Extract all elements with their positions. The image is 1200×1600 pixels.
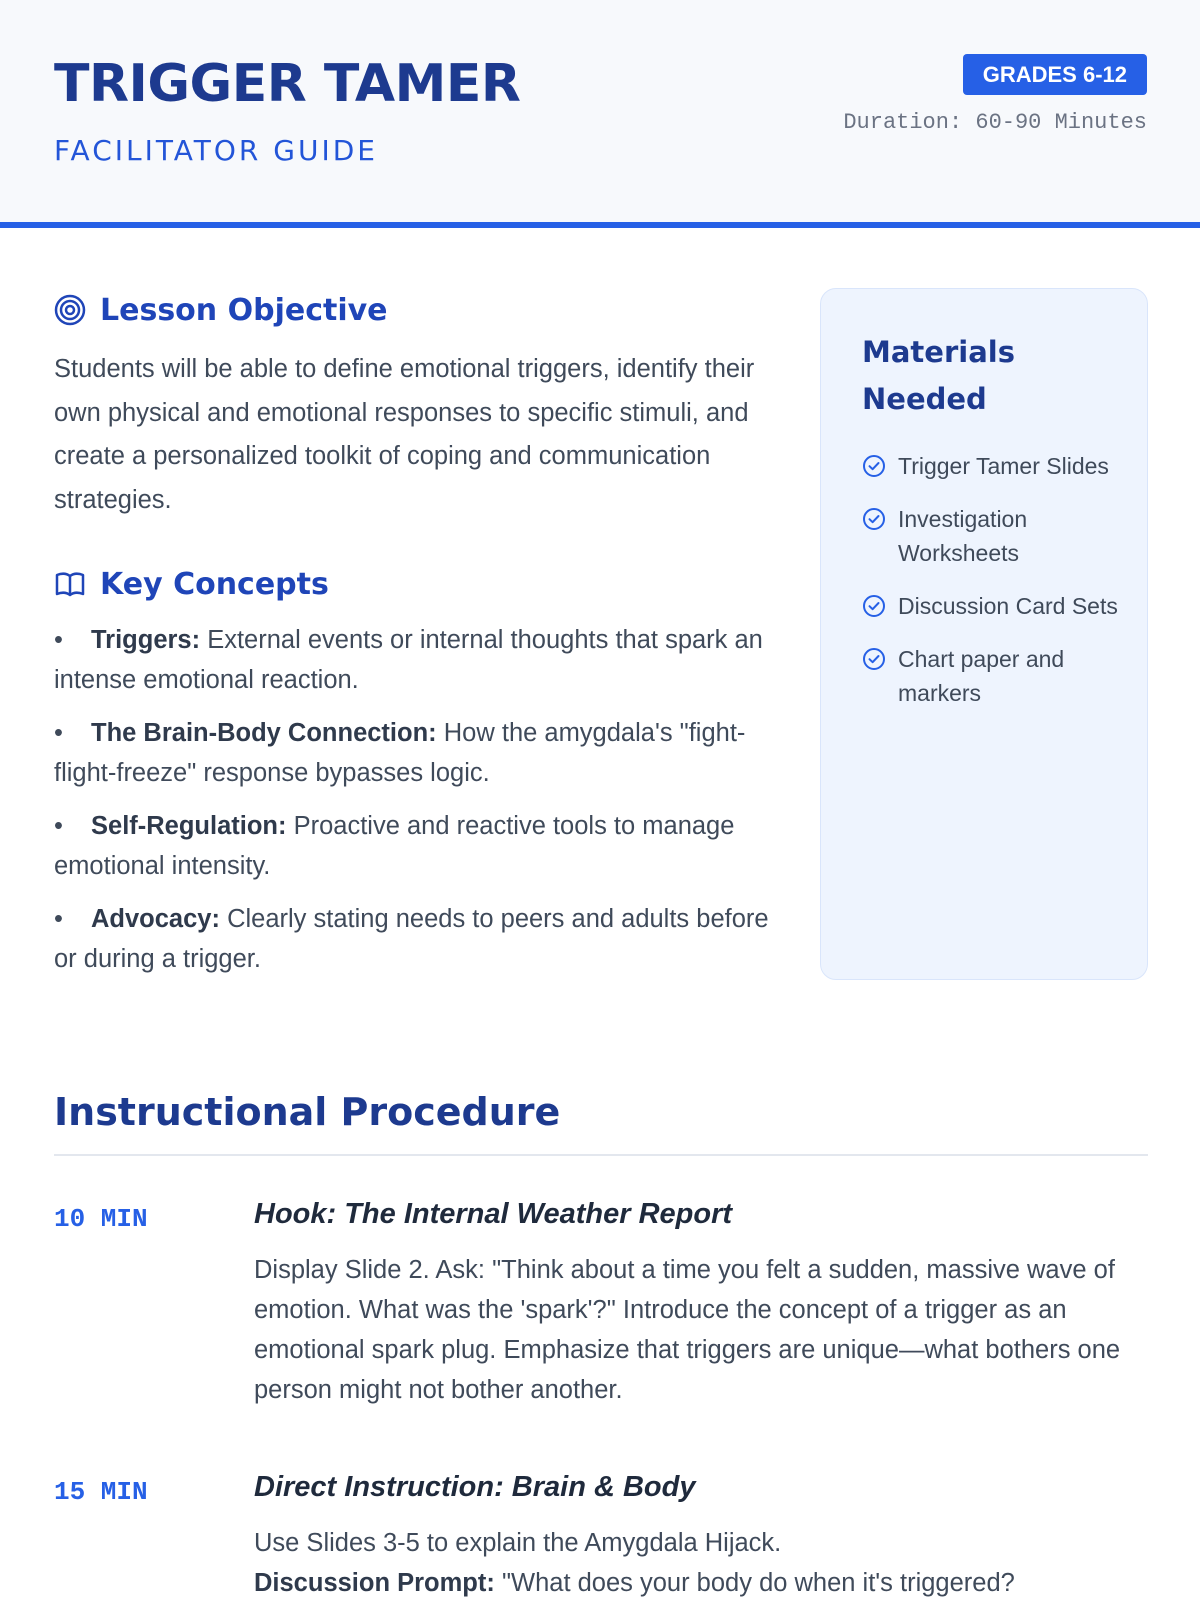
discussion-prompt — [254, 1563, 1148, 1600]
check-circle-icon — [862, 454, 886, 478]
list-item — [862, 642, 1122, 710]
list-item — [54, 899, 774, 979]
procedure-title: Instructional Procedure — [54, 1090, 561, 1134]
material-label: Chart paper and markers — [898, 646, 1065, 706]
list-item — [54, 620, 774, 700]
step-text: Use Slides 3-5 to explain the Amygdala Hijack. — [254, 1529, 782, 1557]
step-title: Hook: The Internal Weather Report — [254, 1198, 733, 1230]
materials-title: Materials Needed — [862, 335, 1015, 416]
bullet: • — [54, 719, 63, 747]
concept-text: How the amygdala's "fight-flight-freeze" response bypasses logic. — [54, 719, 746, 787]
step-time: 10 MIN — [54, 1204, 148, 1234]
step-time: 15 MIN — [54, 1477, 148, 1507]
guide-title: TRIGGER TAMER — [54, 54, 521, 114]
concept-term: Advocacy: — [91, 905, 220, 933]
concept-text: Proactive and reactive tools to manage emotional intensity. — [54, 812, 735, 880]
concept-text: External events or internal thoughts that spark an intense emotional reaction. — [54, 626, 763, 694]
materials-panel — [820, 288, 1148, 980]
objective-text: Students will be able to define emotional triggers, identify their own physical and emotional responses to specific stimuli, and create a personalized toolkit of coping and communication strategies. — [54, 355, 755, 514]
concept-term: Triggers: — [91, 626, 201, 654]
concepts-title: Key Concepts — [100, 566, 329, 602]
objective-title: Lesson Objective — [100, 292, 388, 328]
list-item — [862, 449, 1122, 483]
bullet: • — [54, 812, 63, 840]
check-circle-icon — [862, 507, 886, 531]
objective-heading — [54, 290, 388, 330]
concepts-heading — [54, 564, 329, 604]
prompt-text: "What does your body do when it's triggered? — [494, 1569, 1015, 1597]
duration-label: Duration: 60-90 Minutes — [843, 110, 1147, 135]
concept-term: Self-Regulation: — [91, 812, 287, 840]
step-title: Direct Instruction: Brain & Body — [254, 1471, 696, 1503]
concepts-list — [54, 620, 774, 992]
prompt-label: Discussion Prompt: — [254, 1569, 495, 1597]
step-body: Display Slide 2. Ask: "Think about a time you felt a sudden, massive wave of emotion. What was the 'spark'?" Introduce the concept of a trigger as an emotional spark plug. Emphasize that triggers are unique—what bothers one person might not bother another. — [254, 1256, 1121, 1404]
bullet: • — [54, 626, 63, 654]
material-label: Discussion Card Sets — [898, 593, 1118, 619]
list-item — [862, 589, 1122, 623]
concept-text: Clearly stating needs to peers and adults before or during a trigger. — [54, 905, 769, 973]
grade-badge: GRADES 6-12 — [963, 54, 1147, 95]
list-item — [54, 806, 774, 886]
list-item — [54, 713, 774, 793]
material-label: Trigger Tamer Slides — [898, 453, 1109, 479]
step-body — [254, 1523, 1148, 1600]
check-circle-icon — [862, 647, 886, 671]
list-item — [862, 502, 1122, 570]
page-header — [0, 0, 1200, 228]
check-circle-icon — [862, 594, 886, 618]
target-icon — [54, 294, 86, 326]
concept-term: The Brain-Body Connection: — [91, 719, 437, 747]
book-icon — [54, 568, 86, 600]
divider — [54, 1154, 1148, 1156]
material-label: Investigation Worksheets — [898, 506, 1028, 566]
guide-subtitle: FACILITATOR GUIDE — [54, 134, 378, 167]
materials-list — [862, 449, 1122, 729]
bullet: • — [54, 905, 63, 933]
